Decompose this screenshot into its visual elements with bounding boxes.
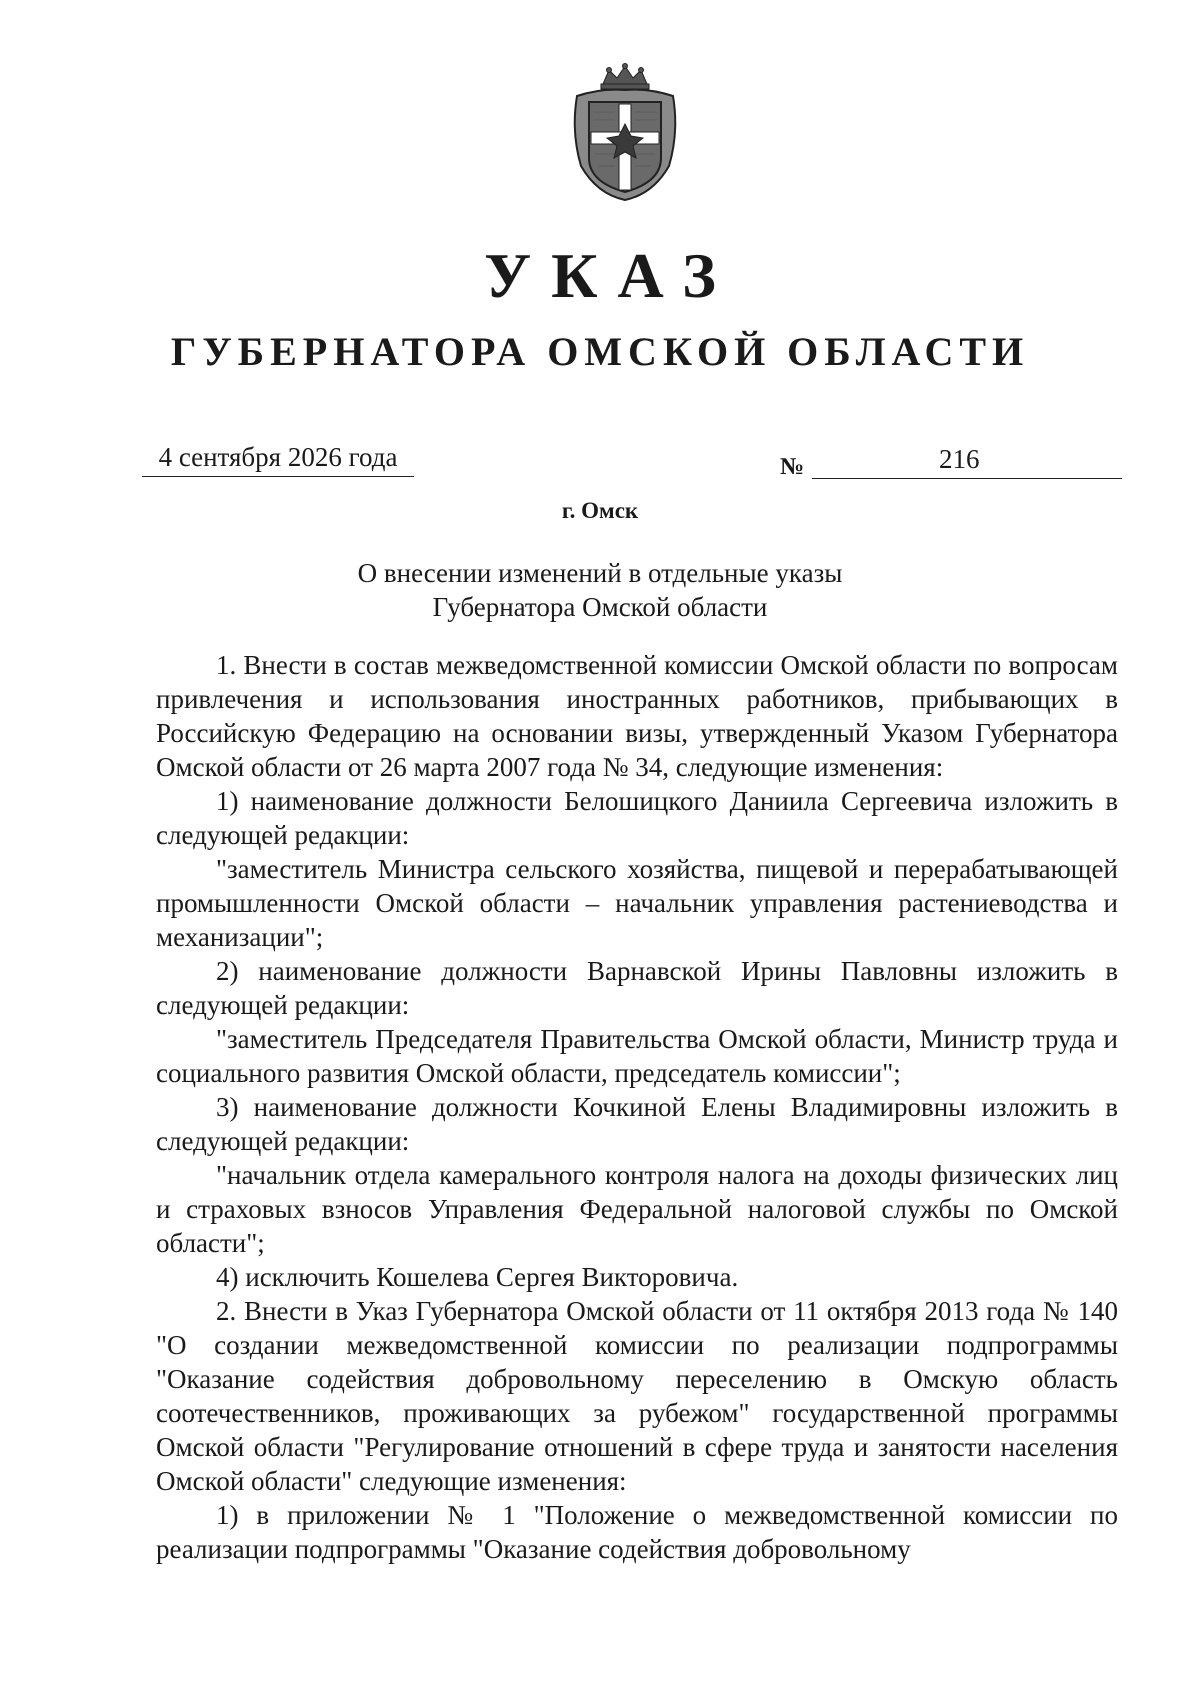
heading-line-1: О внесении изменений в отдельные указы <box>357 558 843 588</box>
document-date: 4 сентября 2026 года <box>142 438 414 477</box>
city: г. Омск <box>561 498 639 523</box>
document-number-field <box>812 440 1122 479</box>
paragraph: "заместитель Министра сельского хозяйства, пищевой и перерабатывающей промышленности Омской области – начальник управления растениеводства и механизации"; <box>156 854 1118 952</box>
paragraph: "начальник отдела камерального контроля налога на доходы физических лиц и страховых взносов Управления Федеральной налоговой службы по Омской области"; <box>156 1160 1118 1258</box>
paragraph: 3) наименование должности Кочкиной Елены Владимировны изложить в следующей редакции: <box>156 1092 1118 1156</box>
document-title: УКАЗ <box>484 240 736 311</box>
document-number: 216 <box>939 444 980 474</box>
paragraph: 2) наименование должности Варнавской Ирины Павловны изложить в следующей редакции: <box>156 956 1118 1020</box>
paragraph: "заместитель Председателя Правительства Омской области, Министр труда и социального развития Омской области, председатель комиссии"; <box>156 1024 1118 1088</box>
paragraph: 1) наименование должности Белошицкого Даниила Сергеевича изложить в следующей редакции: <box>156 786 1118 850</box>
document-subtitle: ГУБЕРНАТОРА ОМСКОЙ ОБЛАСТИ <box>170 329 1030 374</box>
heading-line-2: Губернатора Омской области <box>432 592 768 622</box>
paragraph: 2. Внести в Указ Губернатора Омской области от 11 октября 2013 года № 140 "О создании межведомственной комиссии по реализации подпрограммы "Оказание содействия добровольному переселению в Омскую область соотечественников, проживающих за рубежом" государственной программы Омской области "Регулирование отношений в сфере труда и занятости населения Омской области" следующие изменения: <box>156 1296 1118 1496</box>
paragraph: 1) в приложении № 1 "Положение о межведомственной комиссии по реализации подпрограммы "Оказание содействия добровольному <box>156 1500 1118 1564</box>
paragraph: 4) исключить Кошелева Сергея Викторовича. <box>216 1262 739 1292</box>
document-heading <box>0 556 1200 624</box>
document-body <box>156 648 1118 1566</box>
coat-of-arms-emblem <box>563 62 687 202</box>
number-label: № <box>780 454 805 480</box>
paragraph: 1. Внести в состав межведомственной комиссии Омской области по вопросам привлечения и использования иностранных работников, прибывающих в Российскую Федерацию на основании визы, утвержденный Указом Губернатора Омской области от 26 марта 2007 года № 34, следующие изменения: <box>156 650 1118 782</box>
